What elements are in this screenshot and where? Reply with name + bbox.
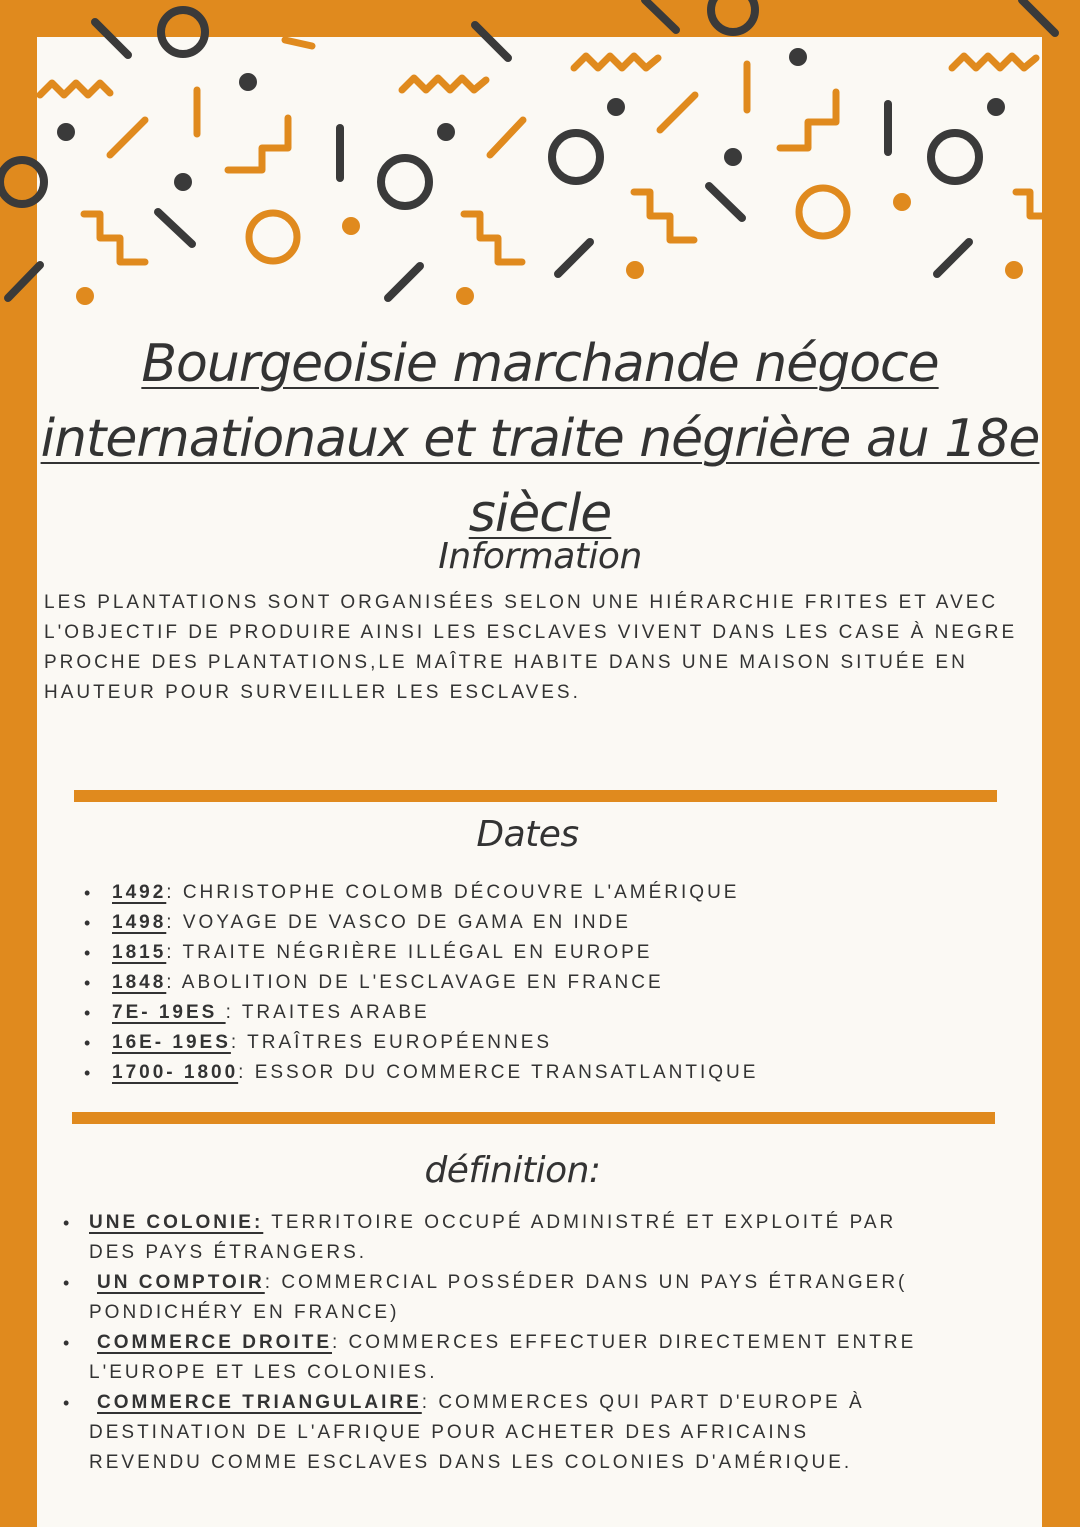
date-key: 1700- 1800	[112, 1062, 239, 1083]
list-item	[84, 878, 758, 908]
date-key: 1492	[112, 882, 167, 903]
bullet-icon: •	[84, 883, 94, 903]
date-key: 1848	[112, 972, 167, 993]
list-item	[84, 1028, 758, 1058]
date-text: : ESSOR DU COMMERCE TRANSATLANTIQUE	[238, 1062, 759, 1083]
definition-text: TERRITOIRE OCCUPÉ ADMINISTRÉ ET EXPLOITÉ PAR DES PAYS ÉTRANGERS.	[89, 1212, 897, 1263]
list-item	[84, 938, 758, 968]
bullet-icon: •	[84, 973, 94, 993]
bullet-icon: •	[63, 1333, 73, 1353]
bullet-icon: •	[84, 943, 94, 963]
section-divider	[74, 790, 997, 802]
bullet-icon: •	[84, 1003, 94, 1023]
section-divider	[72, 1112, 995, 1124]
definition-text: : COMMERCES EFFECTUER DIRECTEMENT ENTRE L'EUROPE ET LES COLONIES.	[89, 1332, 917, 1383]
list-item	[63, 1328, 929, 1388]
definitions-heading: définition:	[424, 1150, 601, 1191]
list-item	[84, 968, 758, 998]
list-item	[84, 1058, 759, 1088]
definitions-list	[63, 1208, 929, 1478]
definition-text: : COMMERCIAL POSSÉDER DANS UN PAYS ÉTRANGER( PONDICHÉRY EN FRANCE)	[89, 1272, 908, 1323]
bullet-icon: •	[63, 1213, 73, 1233]
bullet-icon: •	[63, 1393, 73, 1413]
page-title: Bourgeoisie marchande négoce internationaux et traite négrière au 18e siècle	[40, 333, 1040, 544]
information-heading: Information	[438, 536, 642, 577]
date-text: : TRAÎTRES EUROPÉENNES	[230, 1032, 553, 1053]
list-item	[63, 1268, 929, 1328]
date-key: 1498	[112, 912, 167, 933]
list-item	[84, 998, 758, 1028]
list-item	[63, 1208, 929, 1268]
date-text: : ABOLITION DE L'ESCLAVAGE EN FRANCE	[166, 972, 664, 993]
bullet-icon: •	[84, 1063, 94, 1083]
date-text: : CHRISTOPHE COLOMB DÉCOUVRE L'AMÉRIQUE	[166, 882, 740, 903]
date-key: 1815	[112, 942, 167, 963]
date-text: : TRAITES ARABE	[225, 1002, 430, 1023]
dates-list	[84, 878, 759, 1088]
list-item	[84, 908, 758, 938]
bullet-icon: •	[84, 913, 94, 933]
bullet-icon: •	[63, 1273, 73, 1293]
bullet-icon: •	[84, 1033, 94, 1053]
definition-text: : COMMERCES QUI PART D'EUROPE À DESTINATION DE L'AFRIQUE POUR ACHETER DES AFRICAINS REVENDU COMME ESCLAVES DANS LES COLONIES D'AMÉRIQUE.	[89, 1392, 865, 1473]
dates-heading: Dates	[476, 814, 579, 855]
definition-term: COMMERCE TRIANGULAIRE	[97, 1392, 422, 1413]
date-text: : TRAITE NÉGRIÈRE ILLÉGAL EN EUROPE	[166, 942, 653, 963]
date-text: : VOYAGE DE VASCO DE GAMA EN INDE	[166, 912, 631, 933]
definition-term: UNE COLONIE:	[89, 1212, 264, 1233]
list-item	[63, 1388, 929, 1478]
information-paragraph: LES PLANTATIONS SONT ORGANISÉES SELON UNE HIÉRARCHIE FRITES ET AVEC L'OBJECTIF DE PRODUIRE AINSI LES ESCLAVES VIVENT DANS LES CASE À NEGRE PROCHE DES PLANTATIONS,LE MAÎTRE HABITE DANS UNE MAISON SITUÉE EN HAUTEUR POUR SURVEILLER LES ESCLAVES.	[44, 592, 1018, 703]
date-key: 7E- 19ES	[112, 1002, 226, 1023]
definition-term: COMMERCE DROITE	[97, 1332, 332, 1353]
definition-term: UN COMPTOIR	[97, 1272, 265, 1293]
confetti-decoration	[0, 0, 1080, 320]
date-key: 16E- 19ES	[112, 1032, 231, 1053]
